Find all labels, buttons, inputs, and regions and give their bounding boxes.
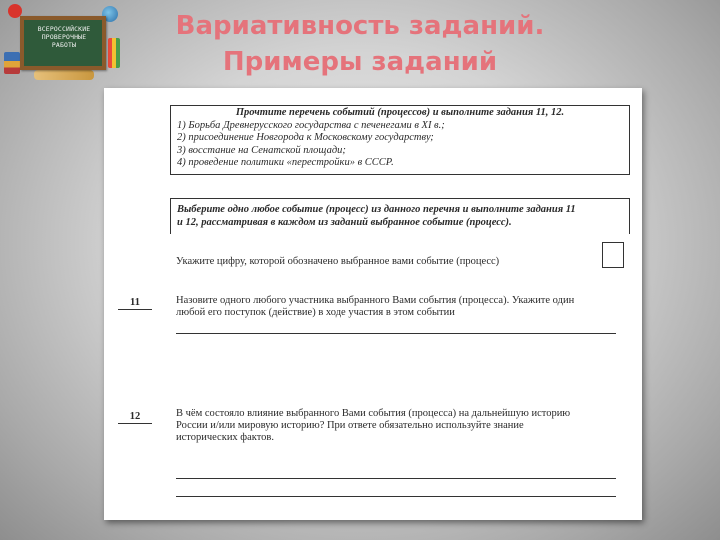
events-box	[170, 105, 630, 175]
logo-text	[28, 25, 100, 49]
question-number-11: 11	[118, 296, 152, 310]
question-11-text	[176, 295, 622, 319]
question-line: любой его поступок (действие) в ходе участия в этом событии	[176, 307, 455, 318]
task-document	[104, 88, 642, 520]
title-line-1: Вариативность заданий.	[175, 11, 545, 41]
logo-line: ВСЕРОССИЙСКИЕ	[37, 25, 91, 33]
books-icon	[4, 52, 20, 74]
answer-line[interactable]	[176, 333, 616, 334]
logo-line: РАБОТЫ	[51, 41, 77, 49]
question-12-text	[176, 408, 622, 444]
instruction-line: и 12, рассматривая в каждом из заданий выбранное событие (процесс).	[177, 217, 512, 228]
question-line: Назовите одного любого участника выбранного Вами события (процесса). Укажите один	[176, 295, 575, 306]
instruction-line: Выберите одно любое событие (процесс) из данного перечня и выполните задания 11	[177, 204, 576, 215]
answer-line[interactable]	[176, 478, 616, 479]
event-item: 1) Борьба Древнерусского государства с печенегами в XI в.;	[177, 119, 445, 131]
choice-prompt: Укажите цифру, которой обозначено выбранное вами событие (процесс)	[176, 256, 500, 267]
question-number-12: 12	[118, 410, 152, 424]
event-item: 2) присоединение Новгорода к Московскому государству;	[177, 132, 434, 143]
question-line: исторических фактов.	[176, 432, 275, 443]
school-logo	[4, 0, 128, 86]
events-heading: Прочтите перечень событий (процессов) и выполните задания 11, 12.	[235, 107, 565, 118]
event-item: 4) проведение политики «перестройки» в СССР.	[177, 157, 394, 168]
logo-line: ПРОВЕРОЧНЫЕ	[41, 33, 87, 41]
answer-box[interactable]	[602, 242, 624, 268]
blackboard	[20, 16, 106, 70]
event-item: 3) восстание на Сенатской площади;	[177, 144, 346, 156]
pencils-icon	[108, 38, 120, 68]
paint-icon	[34, 70, 94, 80]
question-line: В чём состояло влияние выбранного Вами события (процесса) на дальнейшую историю	[176, 408, 571, 419]
answer-line[interactable]	[176, 496, 616, 497]
question-line: России и/или мировую историю? При ответе обязательно используйте знание	[176, 420, 524, 431]
instruction-box	[170, 198, 630, 234]
slide-title	[150, 8, 570, 80]
title-line-2: Примеры заданий	[222, 47, 498, 77]
